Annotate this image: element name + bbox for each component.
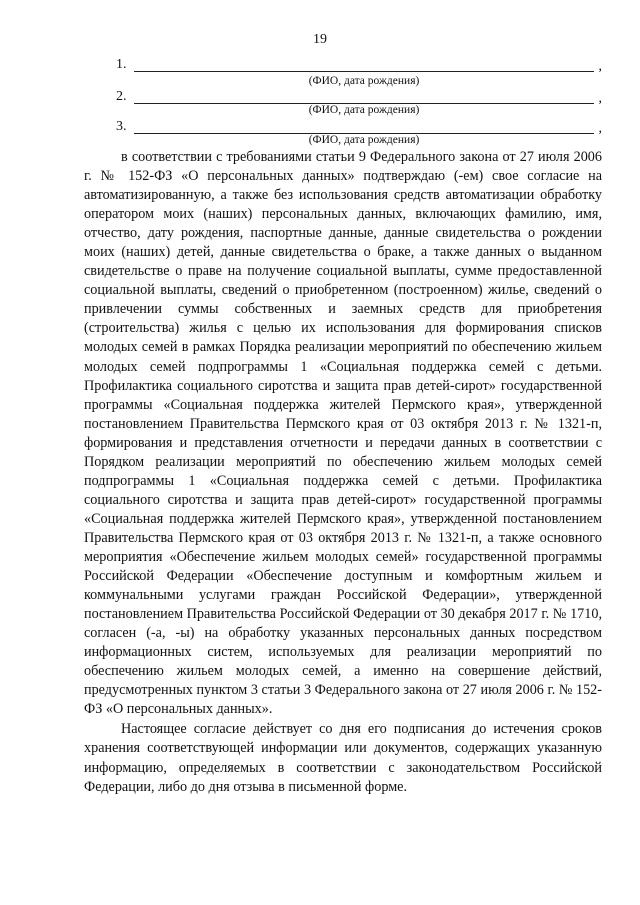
signer-1-line [116,57,602,75]
consent-paragraph-main: в соответствии с требованиями статьи 9 Федерального закона от 27 июля 2006 г. № 152-ФЗ «О персональных данных» подтверждаю (-ем) свое согласие на автоматизированную, а также без использования средств автоматизации обработку оператором моих (наших) персональных данных, включающих фамилию, имя, отчество, дату рождения, паспортные данные, данные свидетельства о рождении моих (наших) детей, данные свидетельства о браке, а также данных о выданном свидетельстве о праве на получение социальной выплаты, сумме предоставленной социальной выплаты, сведений о приобретенном (построенном) жилье, сведений о привлечении суммы собственных и заемных средств для приобретения (строительства) жилья с целью их использования для формирования списков молодых семей в рамках Порядка реализации мероприятий по обеспечению жильем молодых семей подпрограммы 1 «Социальная поддержка семей с детьми. Профилактика социального сиротства и защита прав детей-сирот» государственной программы «Социальная поддержка жителей Пермского края», утвержденной постановлением Правительства Пермского края от 03 октября 2013 г. № 1321-п, формирования и представления отчетности и передачи данных в соответствии с Порядком реализации мероприятий по обеспечению жильем молодых семей подпрограммы 1 «Социальная поддержка семей с детьми. Профилактика социального сиротства и защита прав детей-сирот» государственной программы «Социальная поддержка жителей Пермского края», утвержденной постановлением Правительства Пермского края от 03 октября 2013 г. № 1321-п, а также основного мероприятия «Обеспечение жильем молодых семей» государственной программы Российской Федерации «Обеспечение доступным и комфортным жильем и коммунальными услугами граждан Российской Федерации», утвержденной постановлением Правительства Российской Федерации от 30 декабря 2017 г. № 1710, согласен (-а, -ы) на обработку указанных персональных данных посредством информационных систем, используемых для реализации мероприятий по обеспечению жильем молодых семей, а именно на совершение действий, предусмотренных пунктом 3 статьи 3 Федерального закона от 27 июля 2006 г. № 152-ФЗ «О персональных данных». [84,149,602,718]
page-number: 19 [313,32,327,47]
signer-2-number: 2. [116,89,127,104]
signer-1-blank[interactable] [134,71,594,72]
signer-3-comma: , [598,121,602,136]
signer-3-number: 3. [116,119,127,134]
signer-2-caption: (ФИО, дата рождения) [308,104,420,116]
consent-body [84,148,602,797]
consent-paragraph-validity: Настоящее согласие действует со дня его подписания до истечения сроков хранения соответствующей информации или документов, содержащих указанную информацию, определяемых в соответствии с законодательством Российской Федерации, либо до дня отзыва в письменной форме. [84,721,602,795]
signer-2-comma: , [598,91,602,106]
signer-1-comma: , [598,59,602,74]
signer-3-caption: (ФИО, дата рождения) [308,134,420,146]
signer-1-number: 1. [116,57,127,72]
signer-1-caption: (ФИО, дата рождения) [308,75,420,87]
